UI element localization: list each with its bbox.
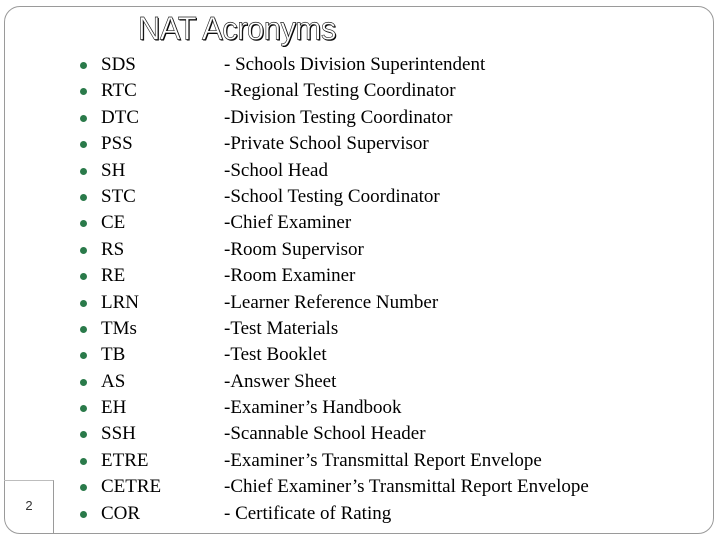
bullet-icon: [80, 326, 87, 333]
acronym-meaning: -Division Testing Coordinator: [224, 106, 453, 128]
acronym-row: [80, 52, 680, 78]
acronym-meaning: -Test Materials: [224, 317, 339, 339]
acronym-abbreviation: CETRE: [101, 476, 162, 498]
bullet-icon: [80, 511, 87, 518]
acronym-meaning: -School Testing Coordinator: [224, 185, 440, 207]
acronym-row: [80, 105, 680, 131]
acronym-abbreviation: PSS: [101, 133, 133, 155]
acronym-abbreviation: LRN: [101, 291, 139, 313]
acronym-abbreviation: RE: [101, 265, 126, 287]
acronym-row: [80, 131, 680, 157]
acronym-row: [80, 237, 680, 263]
slide-title: NAT Acronyms: [138, 10, 336, 47]
acronym-list: [80, 52, 680, 527]
acronym-row: [80, 474, 680, 500]
acronym-abbreviation: SDS: [101, 54, 136, 75]
bullet-icon: [80, 220, 87, 227]
bullet-icon: [80, 405, 87, 412]
acronym-abbreviation: EH: [101, 397, 127, 419]
acronym-abbreviation: AS: [101, 370, 126, 392]
bullet-icon: [80, 273, 87, 280]
acronym-abbreviation: STC: [101, 185, 136, 207]
acronym-row: [80, 501, 680, 527]
acronym-meaning: -Examiner’s Transmittal Report Envelope: [224, 449, 542, 471]
acronym-meaning: - Schools Division Superintendent: [224, 54, 486, 75]
acronym-abbreviation: DTC: [101, 106, 139, 128]
acronym-meaning: -Private School Supervisor: [224, 133, 429, 155]
acronym-abbreviation: RTC: [101, 80, 137, 102]
bullet-icon: [80, 194, 87, 201]
acronym-row: [80, 448, 680, 474]
acronym-meaning: -Chief Examiner’s Transmittal Report Envelope: [224, 476, 589, 498]
bullet-icon: [80, 379, 87, 386]
slide-number: 2: [25, 498, 33, 513]
acronym-abbreviation: COR: [101, 502, 141, 524]
acronym-abbreviation: RS: [101, 238, 125, 260]
acronym-row: [80, 290, 680, 316]
acronym-meaning: -Room Examiner: [224, 265, 356, 287]
acronym-row: [80, 369, 680, 395]
acronym-row: [80, 395, 680, 421]
acronym-row: [80, 421, 680, 447]
acronym-meaning: -Test Booklet: [224, 344, 327, 366]
acronym-meaning: -Examiner’s Handbook: [224, 397, 402, 419]
acronym-meaning: -Learner Reference Number: [224, 291, 439, 313]
acronym-row: [80, 263, 680, 289]
acronym-abbreviation: TB: [101, 344, 126, 366]
acronym-row: [80, 78, 680, 104]
bullet-icon: [80, 484, 87, 491]
acronym-row: [80, 158, 680, 184]
acronym-abbreviation: SH: [101, 159, 126, 181]
bullet-icon: [80, 62, 87, 69]
acronym-meaning: -School Head: [224, 159, 328, 181]
acronym-row: [80, 342, 680, 368]
acronym-row: [80, 316, 680, 342]
bullet-icon: [80, 458, 87, 465]
bullet-icon: [80, 141, 87, 148]
bullet-icon: [80, 352, 87, 359]
acronym-abbreviation: ETRE: [101, 449, 149, 471]
acronym-meaning: - Certificate of Rating: [224, 502, 392, 524]
acronym-meaning: -Regional Testing Coordinator: [224, 80, 456, 102]
acronym-meaning: -Scannable School Header: [224, 423, 426, 445]
acronym-meaning: -Chief Examiner: [224, 212, 352, 234]
acronym-meaning: -Room Supervisor: [224, 238, 364, 260]
acronym-row: [80, 210, 680, 236]
acronym-abbreviation: CE: [101, 212, 126, 234]
bullet-icon: [80, 168, 87, 175]
acronym-meaning: -Answer Sheet: [224, 370, 337, 392]
bullet-icon: [80, 247, 87, 254]
bullet-icon: [80, 300, 87, 307]
bullet-icon: [80, 431, 87, 438]
bullet-icon: [80, 115, 87, 122]
acronym-abbreviation: SSH: [101, 423, 136, 445]
bullet-icon: [80, 88, 87, 95]
acronym-row: [80, 184, 680, 210]
acronym-abbreviation: TMs: [101, 317, 137, 339]
